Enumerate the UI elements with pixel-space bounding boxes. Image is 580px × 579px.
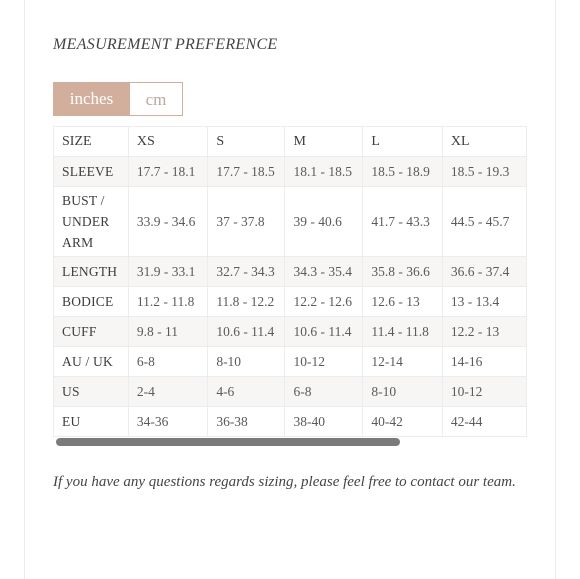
table-cell: 38-40 [285,407,363,437]
table-cell: 11.4 - 11.8 [363,317,442,347]
table-cell: 11.8 - 12.2 [208,287,285,317]
sizing-note: If you have any questions regards sizing, please feel free to contact our team. [53,474,516,490]
table-cell: 8-10 [208,347,285,377]
table-cell: 36-38 [208,407,285,437]
table-cell: 41.7 - 43.3 [363,187,442,257]
table-cell: 4-6 [208,377,285,407]
header-cell: S [208,127,285,157]
table-cell: 39 - 40.6 [285,187,363,257]
table-cell: 2-4 [128,377,207,407]
table-cell: 12.2 - 13 [442,317,526,347]
table-cell: 10-12 [285,347,363,377]
header-cell: XL [442,127,526,157]
table-cell: 10-12 [442,377,526,407]
table-cell: 42-44 [442,407,526,437]
row-label: BODICE [54,287,129,317]
table-row [54,347,527,377]
table-row [54,157,527,187]
table-cell: 10.6 - 11.4 [285,317,363,347]
header-cell: XS [128,127,207,157]
table-cell: 40-42 [363,407,442,437]
row-label: CUFF [54,317,129,347]
table-cell: 12-14 [363,347,442,377]
table-row [54,407,527,437]
table-row [54,187,527,257]
table-cell: 17.7 - 18.5 [208,157,285,187]
table-cell: 18.5 - 18.9 [363,157,442,187]
table-cell: 18.5 - 19.3 [442,157,526,187]
header-cell: L [363,127,442,157]
header-cell: SIZE [54,127,129,157]
table-cell: 14-16 [442,347,526,377]
table-cell: 6-8 [285,377,363,407]
unit-option-cm[interactable]: cm [130,82,183,116]
header-cell: M [285,127,363,157]
table-cell: 17.7 - 18.1 [128,157,207,187]
table-cell: 44.5 - 45.7 [442,187,526,257]
table-cell: 34.3 - 35.4 [285,257,363,287]
table-cell: 18.1 - 18.5 [285,157,363,187]
table-cell: 35.8 - 36.6 [363,257,442,287]
table-header-row [54,127,527,157]
row-label: EU [54,407,129,437]
row-label: BUST / UNDER ARM [54,187,129,257]
table-cell: 37 - 37.8 [208,187,285,257]
size-table [53,126,527,437]
table-cell: 10.6 - 11.4 [208,317,285,347]
unit-option-inches[interactable]: inches [53,82,130,116]
table-cell: 8-10 [363,377,442,407]
table-cell: 32.7 - 34.3 [208,257,285,287]
table-row [54,377,527,407]
table-cell: 34-36 [128,407,207,437]
unit-toggle [53,82,183,116]
table-row [54,287,527,317]
section-title: MEASUREMENT PREFERENCE [53,36,278,53]
table-row [54,257,527,287]
table-cell: 12.2 - 12.6 [285,287,363,317]
table-cell: 33.9 - 34.6 [128,187,207,257]
table-cell: 6-8 [128,347,207,377]
row-label: AU / UK [54,347,129,377]
table-cell: 13 - 13.4 [442,287,526,317]
row-label: US [54,377,129,407]
table-row [54,317,527,347]
table-cell: 36.6 - 37.4 [442,257,526,287]
table-cell: 12.6 - 13 [363,287,442,317]
row-label: SLEEVE [54,157,129,187]
table-cell: 11.2 - 11.8 [128,287,207,317]
row-label: LENGTH [54,257,129,287]
table-cell: 31.9 - 33.1 [128,257,207,287]
table-cell: 9.8 - 11 [128,317,207,347]
horizontal-scrollbar-thumb[interactable] [56,438,400,446]
size-table-scroll-area[interactable] [53,126,527,446]
